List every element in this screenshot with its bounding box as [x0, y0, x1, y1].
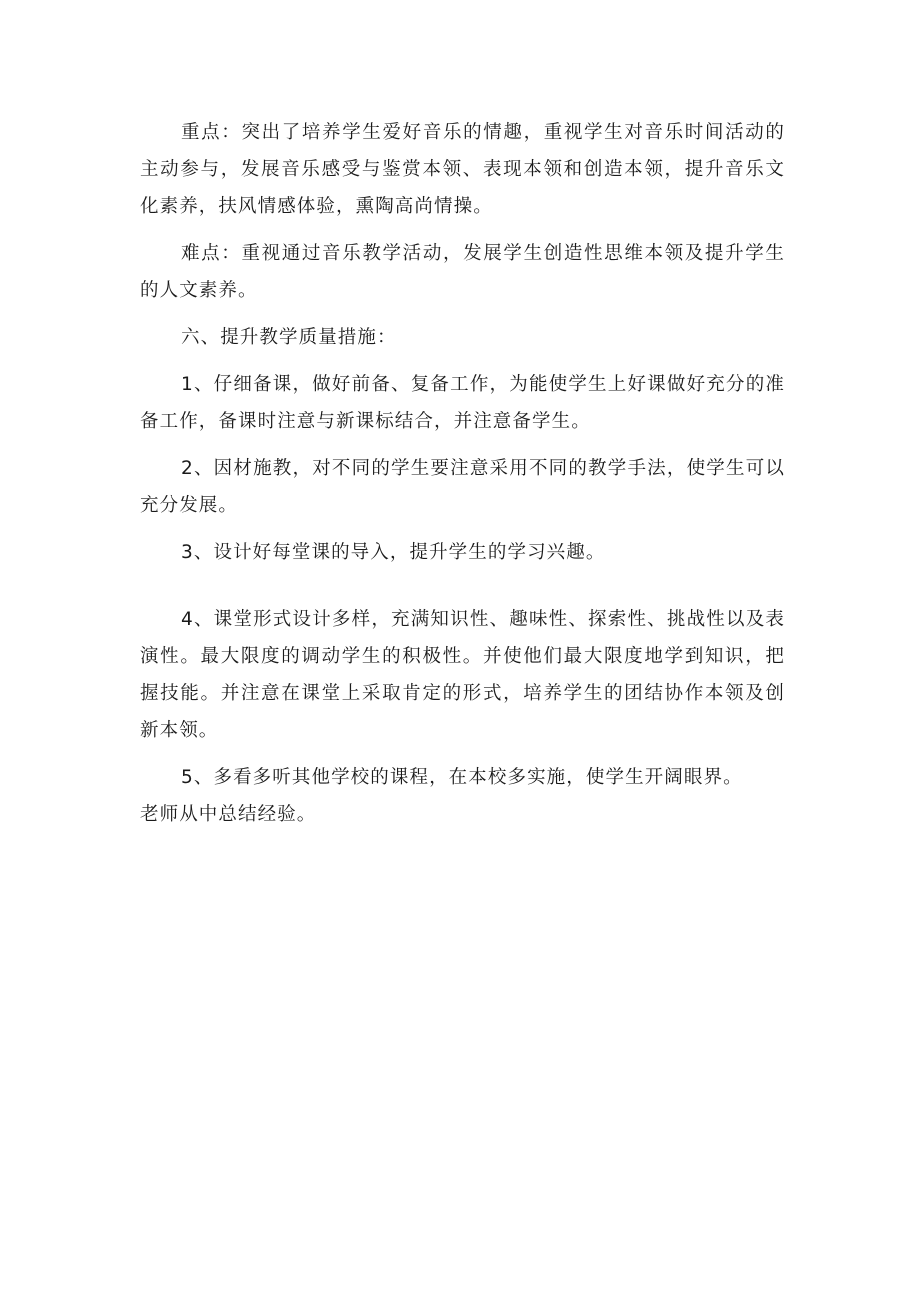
measure-item-1: 1、仔细备课，做好前备、复备工作，为能使学生上好课做好充分的准备工作，备课时注意与新课标结合，并注意备学生。 [140, 374, 785, 432]
measure-item-4: 4、课堂形式设计多样，充满知识性、趣味性、探索性、挑战性以及表演性。最大限度的调动学生的积极性。并使他们最大限度地学到知识，把握技能。并注意在课堂上采取肯定的形式，培养学生的团结协作本领及创新本领。 [140, 609, 785, 741]
measure-item-2: 2、因材施教，对不同的学生要注意采用不同的教学手法，使学生可以充分发展。 [140, 458, 785, 516]
section-heading: 六、提升教学质量措施： [181, 327, 397, 348]
closing-line: 老师从中总结经验。 [140, 804, 317, 825]
document-body [140, 114, 785, 833]
paragraph-key-points: 重点：突出了培养学生爱好音乐的情趣，重视学生对音乐时间活动的主动参与，发展音乐感受与鉴赏本领、表现本领和创造本领，提升音乐文化素养，扶风情感体验，熏陶高尚情操。 [140, 122, 785, 217]
measure-item-5: 5、多看多听其他学校的课程，在本校多实施，使学生开阔眼界。 [181, 767, 743, 788]
measure-item-3: 3、设计好每堂课的导入，提升学生的学习兴趣。 [181, 542, 606, 563]
paragraph-difficulties: 难点：重视通过音乐教学活动，发展学生创造性思维本领及提升学生的人文素养。 [140, 243, 785, 301]
